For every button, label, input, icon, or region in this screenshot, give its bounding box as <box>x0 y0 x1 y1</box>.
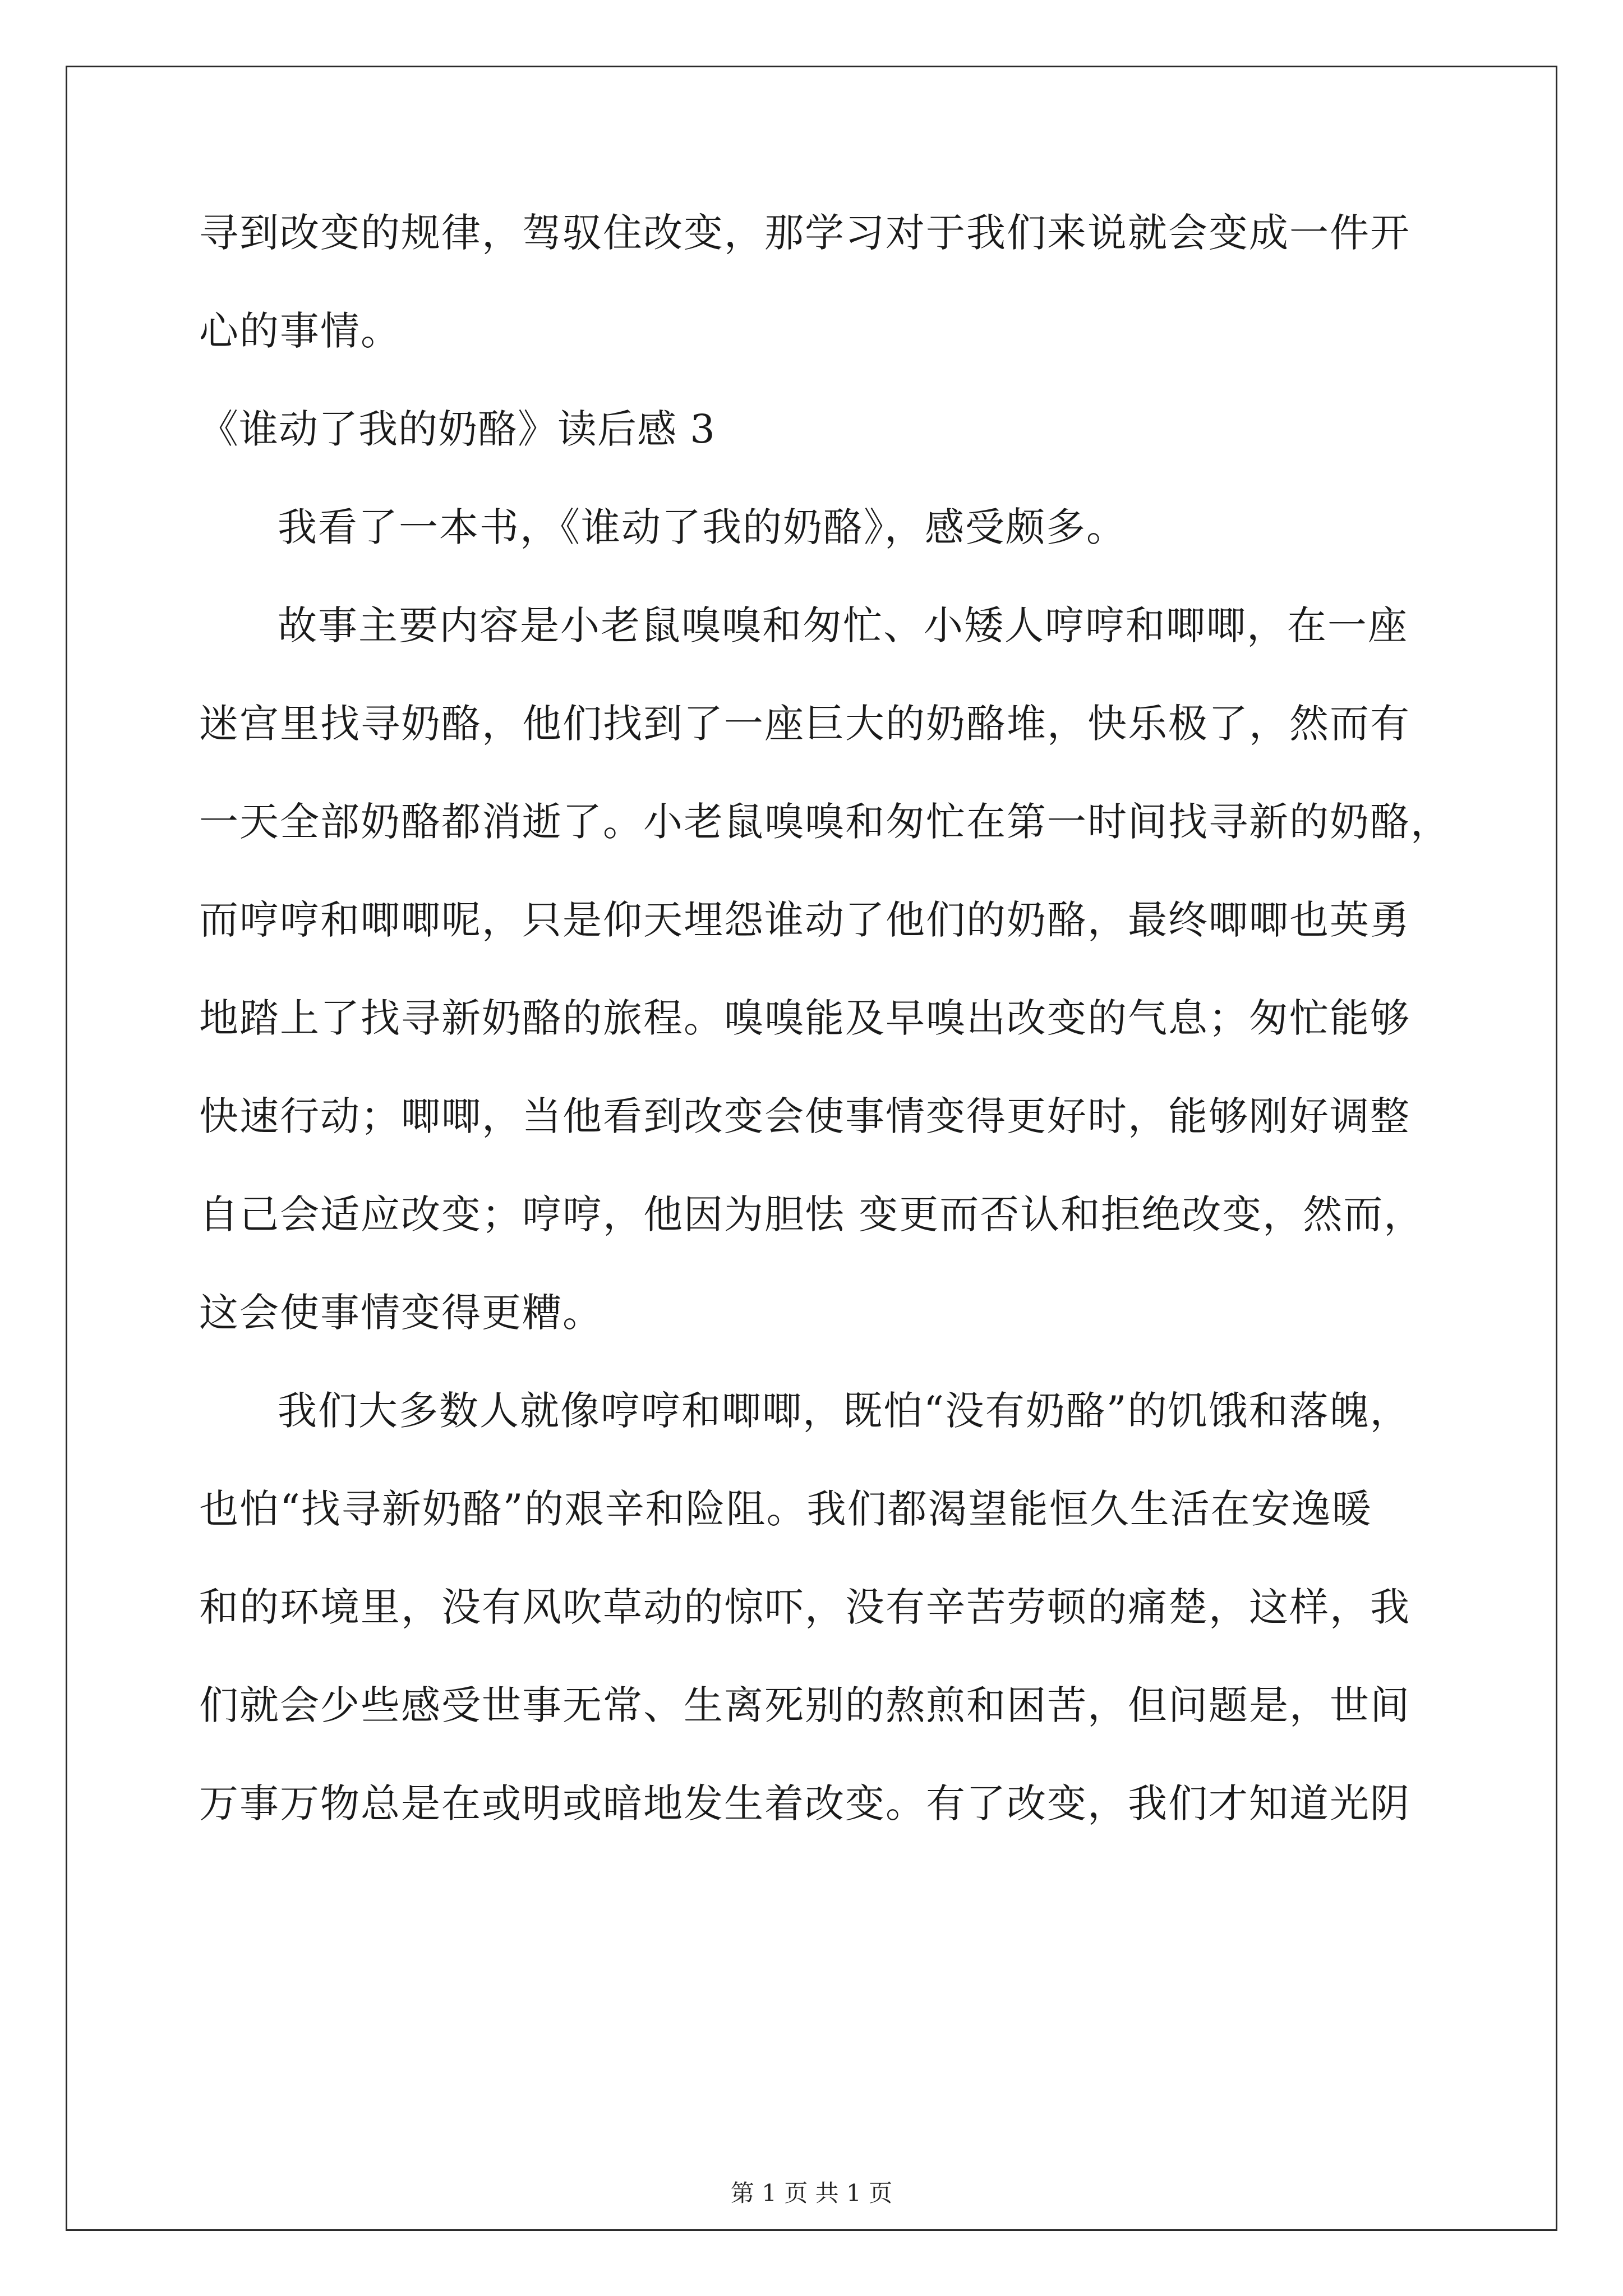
page-footer: 第 1 页 共 1 页 <box>730 2179 893 2207</box>
text-line: 我们大多数人就像哼哼和唧唧，既怕“没有奶酪”的饥饿和落魄， <box>278 1388 1410 1434</box>
text-line: 地踏上了找寻新奶酪的旅程。嗅嗅能及早嗅出改变的气息；匆忙能够 <box>199 995 1410 1041</box>
text-line: 故事主要内容是小老鼠嗅嗅和匆忙、小矮人哼哼和唧唧，在一座 <box>278 602 1408 648</box>
text-line: 寻到改变的规律，驾驭住改变，那学习对于我们来说就会变成一件开 <box>199 210 1410 256</box>
text-line: 一天全部奶酪都消逝了。小老鼠嗅嗅和匆忙在第一时间找寻新的奶酪， <box>199 799 1451 845</box>
text-line: 我看了一本书，《谁动了我的奶酪》，感受颇多。 <box>278 504 1127 550</box>
text-line: 而哼哼和唧唧呢，只是仰天埋怨谁动了他们的奶酪，最终唧唧也英勇 <box>199 897 1410 943</box>
text-line: 这会使事情变得更糟。 <box>199 1290 603 1336</box>
text-line: 迷宫里找寻奶酪，他们找到了一座巨大的奶酪堆，快乐极了，然而有 <box>199 701 1410 747</box>
text-line: 快速行动；唧唧，当他看到改变会使事情变得更好时，能够刚好调整 <box>199 1093 1410 1139</box>
text-line: 万事万物总是在或明或暗地发生着改变。有了改变，我们才知道光阴 <box>199 1780 1410 1826</box>
page-border <box>66 66 1557 2231</box>
text-line: 心的事情。 <box>199 308 401 354</box>
text-line: 和的环境里，没有风吹草动的惊吓，没有辛苦劳顿的痛楚，这样，我 <box>199 1584 1410 1630</box>
text-line: 自己会适应改变；哼哼，他因为胆怯 变更而否认和拒绝改变，然而， <box>199 1191 1424 1237</box>
text-line: 也怕“找寻新奶酪”的艰辛和险阻。我们都渴望能恒久生活在安逸暖 <box>199 1486 1372 1532</box>
text-line: 们就会少些感受世事无常、生离死别的熬煎和困苦，但问题是，世间 <box>199 1682 1410 1728</box>
section-title: 《谁动了我的奶酪》读后感 3 <box>199 406 716 452</box>
